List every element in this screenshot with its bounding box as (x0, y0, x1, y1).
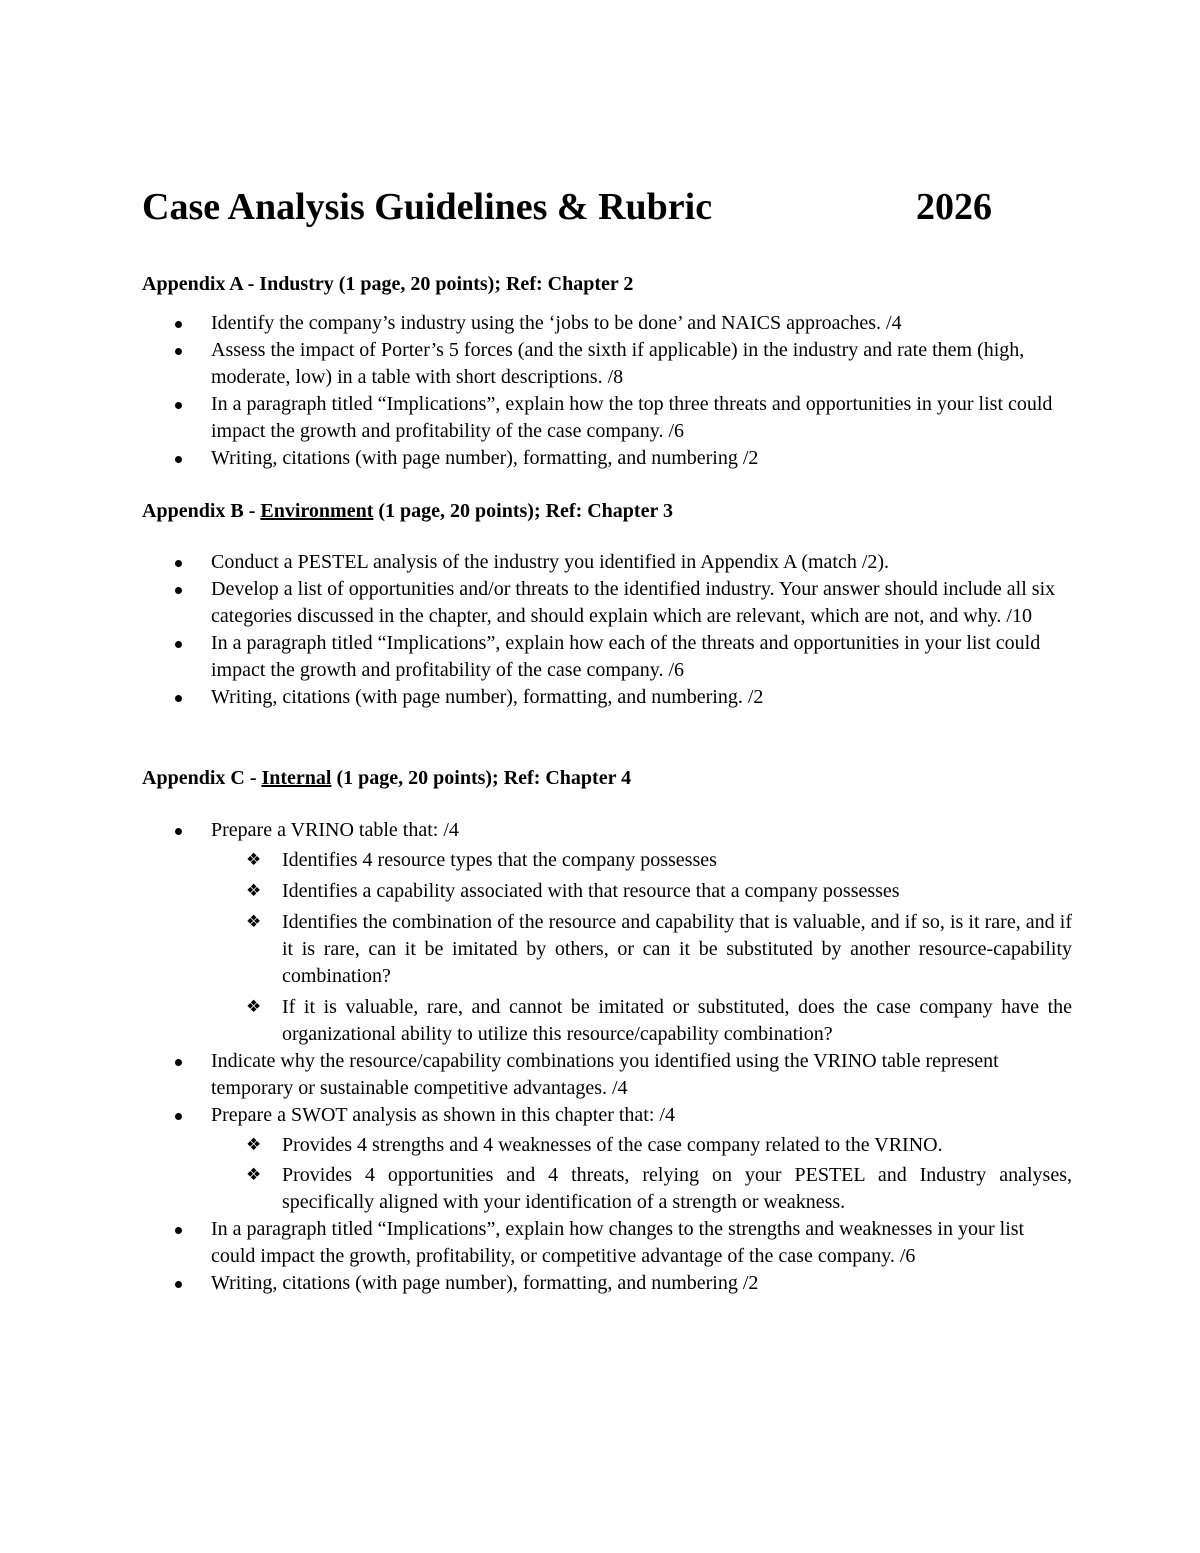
appendix-b-details: (1 page, 20 points); Ref: Chapter 3 (373, 500, 673, 522)
list-item (142, 310, 1072, 337)
bullet-icon (175, 1227, 182, 1234)
sub-list-item-text: If it is valuable, rare, and cannot be imitated or substituted, does the case company have the organizational ability to utilize this resource/capability combination? (282, 996, 1072, 1045)
sub-list-item (211, 909, 1072, 990)
appendix-b-list (142, 549, 1072, 711)
appendix-b-topic: Environment (260, 500, 374, 522)
list-item (142, 549, 1072, 576)
sub-list-item-text: Identifies 4 resource types that the company possesses (282, 849, 717, 871)
bullet-icon (175, 456, 182, 463)
diamond-bullet-icon: ❖ (246, 912, 262, 932)
appendix-c-details: (1 page, 20 points); Ref: Chapter 4 (331, 767, 632, 789)
vrino-sublist (211, 847, 1072, 1048)
list-item (142, 1048, 1072, 1102)
appendix-b-heading (142, 497, 673, 525)
appendix-a-details: (1 page, 20 points); Ref: Chapter 2 (333, 273, 634, 295)
appendix-c-label: Appendix C (142, 767, 245, 789)
diamond-bullet-icon: ❖ (246, 997, 262, 1017)
list-item-text: In a paragraph titled “Implications”, explain how the top three threats and opportunities in your list could impact the growth and profitability of the case company. /6 (211, 393, 1053, 442)
bullet-icon (175, 1281, 182, 1288)
appendix-b-separator: - (243, 500, 261, 522)
sub-list-item-text: Provides 4 opportunities and 4 threats, relying on your PESTEL and Industry analyses, specifically aligned with your identification of a strength or weakness. (282, 1164, 1072, 1213)
diamond-bullet-icon: ❖ (246, 1165, 262, 1185)
bullet-icon (175, 1113, 182, 1120)
sub-list-item (211, 1132, 1072, 1159)
swot-sublist (211, 1132, 1072, 1216)
bullet-icon (175, 587, 182, 594)
sub-list-item-text: Identifies the combination of the resource and capability that is valuable, and if so, is it rare, and if it is rare, can it be imitated by others, or can it be substituted by another resource-capability combination? (282, 911, 1072, 987)
list-item-text: Conduct a PESTEL analysis of the industry you identified in Appendix A (match /2). (211, 551, 890, 573)
sub-list-item-text: Provides 4 strengths and 4 weaknesses of the case company related to the VRINO. (282, 1134, 943, 1156)
appendix-a-heading (142, 270, 633, 298)
list-item (142, 630, 1072, 684)
bullet-icon (175, 1059, 182, 1066)
sub-list-item (211, 847, 1072, 874)
appendix-c-topic: Internal (261, 767, 332, 789)
document-title (142, 183, 1022, 231)
sub-list-item (211, 878, 1072, 905)
appendix-b-label: Appendix B (142, 500, 244, 522)
bullet-icon (175, 695, 182, 702)
sub-list-item-text: Identifies a capability associated with that resource that a company possesses (282, 880, 900, 902)
appendix-a-topic: Industry (259, 273, 334, 295)
appendix-a-label: Appendix A (142, 273, 243, 295)
bullet-icon (175, 402, 182, 409)
bullet-icon (175, 321, 182, 328)
list-item (142, 1270, 1072, 1297)
diamond-bullet-icon: ❖ (246, 881, 262, 901)
title-text: Case Analysis Guidelines & Rubric (142, 186, 713, 228)
list-item (142, 337, 1072, 391)
bullet-icon (175, 560, 182, 567)
list-item-text: Writing, citations (with page number), formatting, and numbering /2 (211, 447, 759, 469)
list-item-text: In a paragraph titled “Implications”, explain how each of the threats and opportunities in your list could impact the growth and profitability of the case company. /6 (211, 632, 1041, 681)
appendix-c-separator: - (244, 767, 262, 789)
list-item (142, 1102, 1072, 1216)
list-item-text: Develop a list of opportunities and/or threats to the identified industry. Your answer should include all six categories discussed in the chapter, and should explain which are relevant, which are not, and why. /10 (211, 578, 1056, 627)
appendix-c-list (142, 817, 1072, 1297)
list-item-text: Writing, citations (with page number), formatting, and numbering. /2 (211, 686, 764, 708)
bullet-icon (175, 641, 182, 648)
list-item-text: Prepare a SWOT analysis as shown in this chapter that: /4 (211, 1104, 675, 1126)
list-item (142, 445, 1072, 472)
list-item-text: Prepare a VRINO table that: /4 (211, 819, 459, 841)
list-item-text: Writing, citations (with page number), formatting, and numbering /2 (211, 1272, 759, 1294)
list-item-text: Indicate why the resource/capability combinations you identified using the VRINO table represent temporary or sustainable competitive advantages. /4 (211, 1050, 999, 1099)
appendix-c-heading (142, 764, 631, 792)
list-item (142, 1216, 1072, 1270)
list-item (142, 391, 1072, 445)
sub-list-item (211, 1162, 1072, 1216)
appendix-a-list (142, 310, 1072, 472)
list-item-text: In a paragraph titled “Implications”, explain how changes to the strengths and weaknesses in your list could impact the growth, profitability, or competitive advantage of the case company. /6 (211, 1218, 1025, 1267)
diamond-bullet-icon: ❖ (246, 850, 262, 870)
list-item (142, 576, 1072, 630)
appendix-a-separator: - (242, 273, 260, 295)
list-item-text: Assess the impact of Porter’s 5 forces (and the sixth if applicable) in the industry and rate them (high, moderate, low) in a table with short descriptions. /8 (211, 339, 1025, 388)
bullet-icon (175, 348, 182, 355)
bullet-icon (175, 828, 182, 835)
list-item (142, 817, 1072, 1048)
sub-list-item (211, 994, 1072, 1048)
list-item-text: Identify the company’s industry using the ‘jobs to be done’ and NAICS approaches. /4 (211, 312, 902, 334)
list-item (142, 684, 1072, 711)
diamond-bullet-icon: ❖ (246, 1135, 262, 1155)
title-year: 2026 (916, 186, 992, 228)
